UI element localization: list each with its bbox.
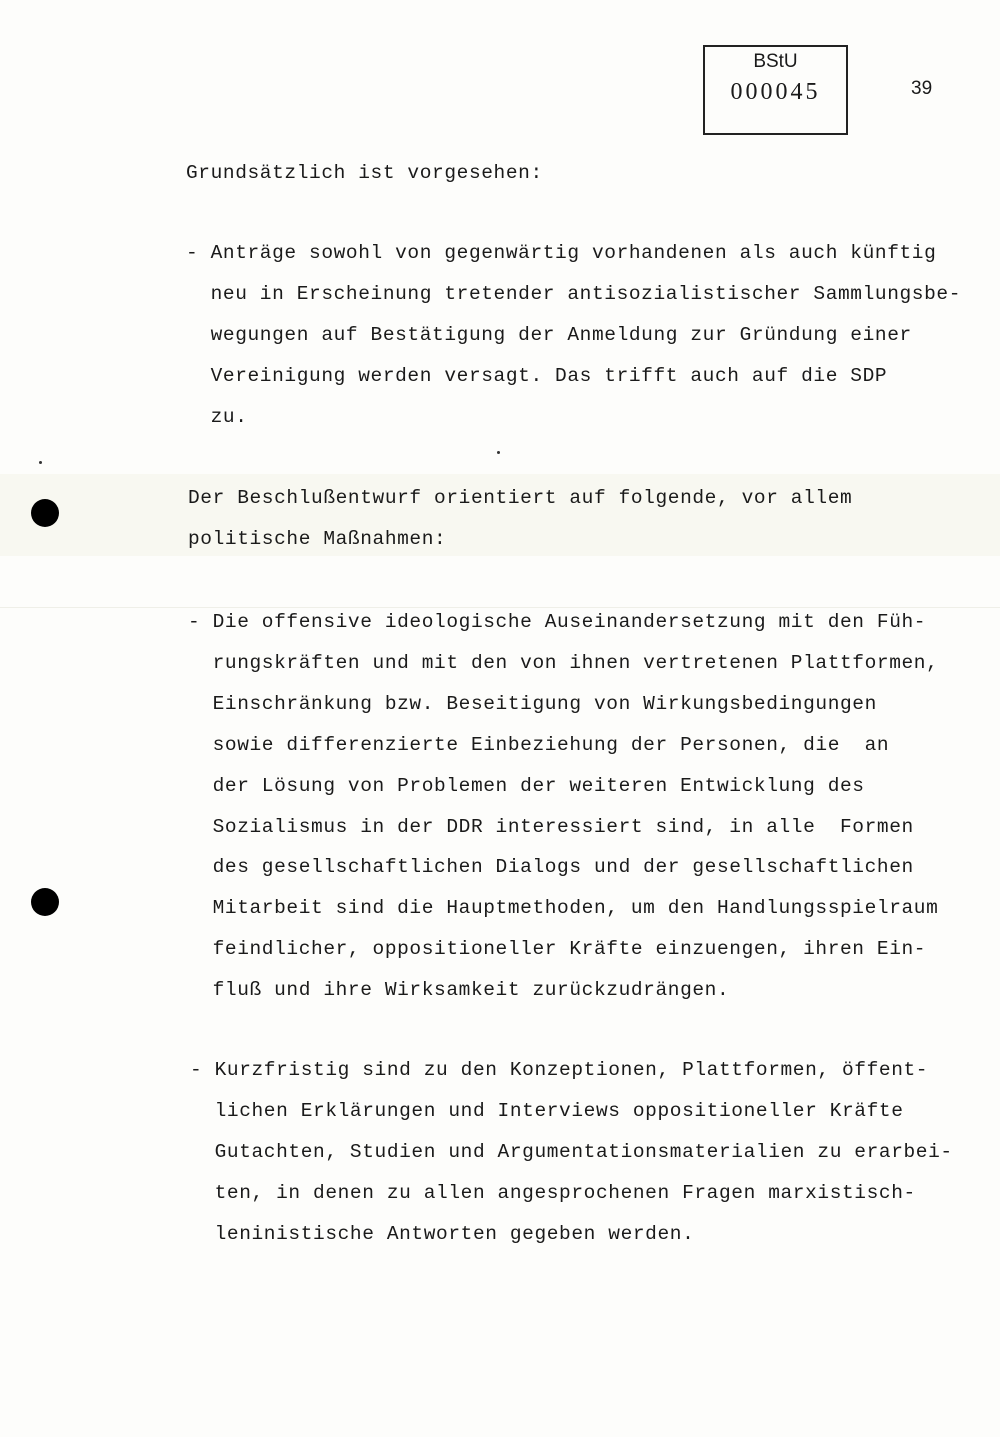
paragraph-beschluss [188, 478, 852, 560]
text-line: ten, in denen zu allen angesprochenen Fragen marxistisch- [190, 1181, 916, 1204]
text-line: neu in Erscheinung tretender antisozialistischer Sammlungsbe- [186, 282, 962, 305]
punch-hole [31, 888, 59, 916]
text-line: feindlicher, oppositioneller Kräfte einzuengen, ihren Ein- [188, 938, 927, 961]
text-line: Grundsätzlich ist vorgesehen: [186, 162, 543, 184]
text-line: - Kurzfristig sind zu den Konzeptionen, Plattformen, öffent- [190, 1059, 929, 1081]
archive-stamp [703, 45, 848, 135]
stamp-org: BStU [753, 51, 798, 72]
text-line: fluß und ihre Wirksamkeit zurückzudrängen. [188, 979, 730, 1002]
text-line: Mitarbeit sind die Hauptmethoden, um den Handlungsspielraum [188, 897, 939, 920]
text-line: sowie differenzierte Einbeziehung der Personen, die an [188, 733, 890, 756]
paragraph-intro [186, 153, 543, 194]
text-line: - Anträge sowohl von gegenwärtig vorhandenen als auch künftig [186, 242, 937, 264]
speck [39, 461, 42, 464]
text-line: wegungen auf Bestätigung der Anmeldung zur Gründung einer [186, 323, 912, 346]
text-line: des gesellschaftlichen Dialogs und der gesellschaftlichen [188, 856, 914, 879]
text-line: zu. [186, 405, 248, 428]
text-line: rungskräften und mit den von ihnen vertretenen Plattformen, [188, 651, 939, 674]
speck [497, 451, 500, 454]
text-line: politische Maßnahmen: [188, 527, 447, 550]
paragraph-offensive [188, 602, 938, 1011]
stamp-number: 000045 [730, 79, 821, 105]
text-line: Sozialismus in der DDR interessiert sind, in alle Formen [188, 815, 914, 838]
text-line: lichen Erklärungen und Interviews oppositioneller Kräfte [190, 1099, 904, 1122]
paragraph-antraege [186, 233, 961, 438]
text-line: der Lösung von Problemen der weiteren Entwicklung des [188, 774, 865, 797]
text-line: Einschränkung bzw. Beseitigung von Wirkungsbedingungen [188, 692, 877, 715]
text-line: leninistische Antworten gegeben werden. [190, 1222, 695, 1245]
page-number: 39 [911, 78, 933, 99]
punch-hole [31, 499, 59, 527]
text-line: Gutachten, Studien und Argumentationsmaterialien zu erarbei- [190, 1140, 953, 1163]
text-line: Der Beschlußentwurf orientiert auf folgende, vor allem [188, 487, 853, 509]
paragraph-kurzfristig [190, 1050, 953, 1255]
text-line: - Die offensive ideologische Auseinandersetzung mit den Füh- [188, 611, 927, 633]
text-line: Vereinigung werden versagt. Das trifft auch auf die SDP [186, 364, 888, 387]
